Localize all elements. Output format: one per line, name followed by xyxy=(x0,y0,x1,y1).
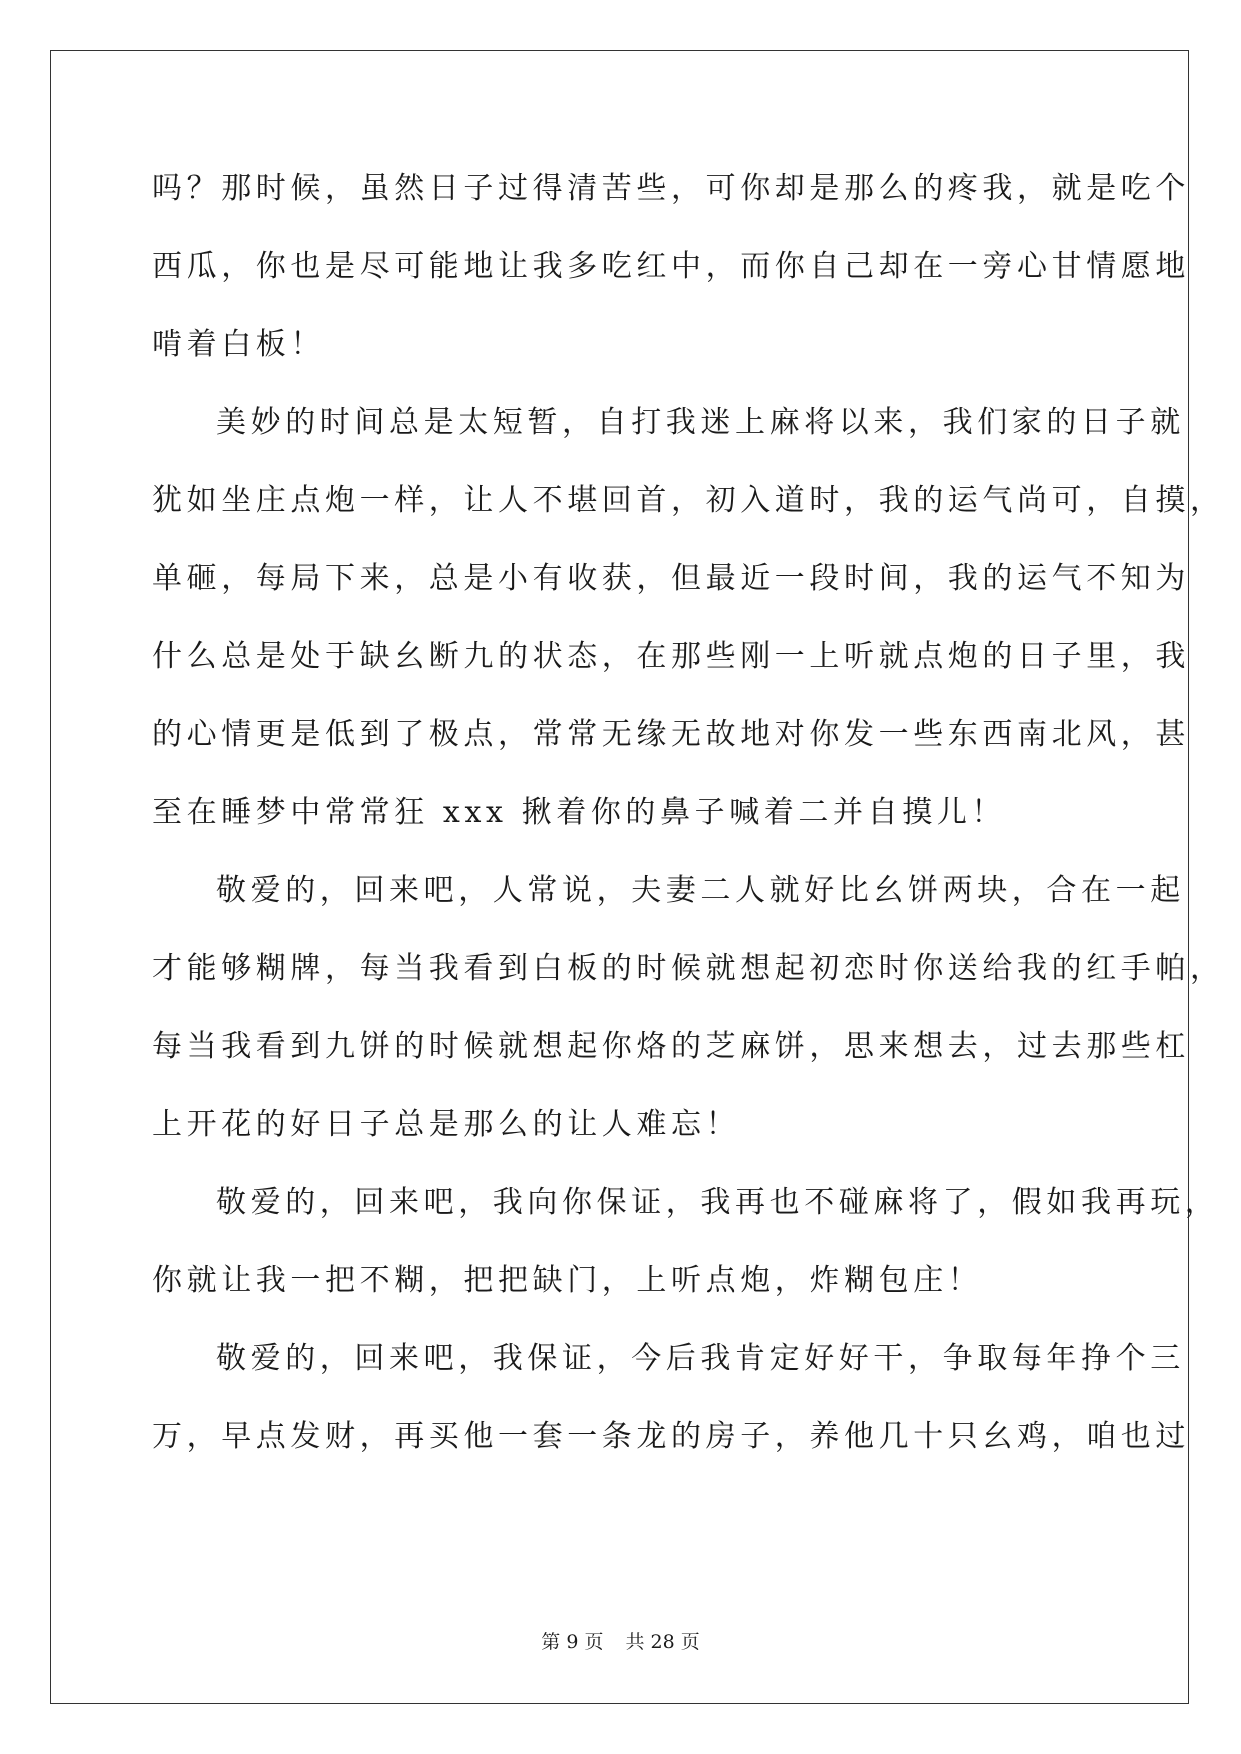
text-line: 的心情更是低到了极点，常常无缘无故地对你发一些东西南北风，甚 xyxy=(152,717,1190,752)
text-line: 单砸，每局下来，总是小有收获，但最近一段时间，我的运气不知为 xyxy=(152,561,1190,596)
text-line: 美妙的时间总是太短暂，自打我迷上麻将以来，我们家的日子就 xyxy=(216,405,1185,440)
page-footer xyxy=(0,1630,1241,1654)
text-line: 至在睡梦中常常狂 xxx 揪着你的鼻子喊着二并自摸儿！ xyxy=(152,795,1007,830)
text-line: 敬爱的，回来吧，我保证，今后我肯定好好干，争取每年挣个三 xyxy=(216,1341,1185,1376)
text-line: 什么总是处于缺幺断九的状态，在那些刚一上听就点炮的日子里，我 xyxy=(152,639,1190,674)
text-line: 万，早点发财，再买他一套一条龙的房子，养他几十只幺鸡，咱也过 xyxy=(152,1419,1190,1454)
page-total: 共 28 页 xyxy=(625,1631,700,1653)
text-line: 吗？那时候，虽然日子过得清苦些，可你却是那么的疼我，就是吃个 xyxy=(152,171,1190,206)
text-line: 啃着白板！ xyxy=(152,327,325,362)
text-line: 敬爱的，回来吧，人常说，夫妻二人就好比幺饼两块，合在一起 xyxy=(216,873,1185,908)
text-line: 西瓜，你也是尽可能地让我多吃红中，而你自己却在一旁心甘情愿地 xyxy=(152,249,1190,284)
text-line: 才能够糊牌，每当我看到白板的时候就想起初恋时你送给我的红手帕， xyxy=(152,951,1225,986)
page-number: 第 9 页 xyxy=(541,1631,604,1653)
text-line: 你就让我一把不糊，把把缺门，上听点炮，炸糊包庄！ xyxy=(152,1263,983,1298)
text-line: 每当我看到九饼的时候就想起你烙的芝麻饼，思来想去，过去那些杠 xyxy=(152,1029,1190,1064)
document-body xyxy=(152,150,1225,1476)
text-line: 犹如坐庄点炮一样，让人不堪回首，初入道时，我的运气尚可，自摸， xyxy=(152,483,1225,518)
text-line: 上开花的好日子总是那么的让人难忘！ xyxy=(152,1107,741,1142)
text-line: 敬爱的，回来吧，我向你保证，我再也不碰麻将了，假如我再玩， xyxy=(216,1185,1220,1220)
